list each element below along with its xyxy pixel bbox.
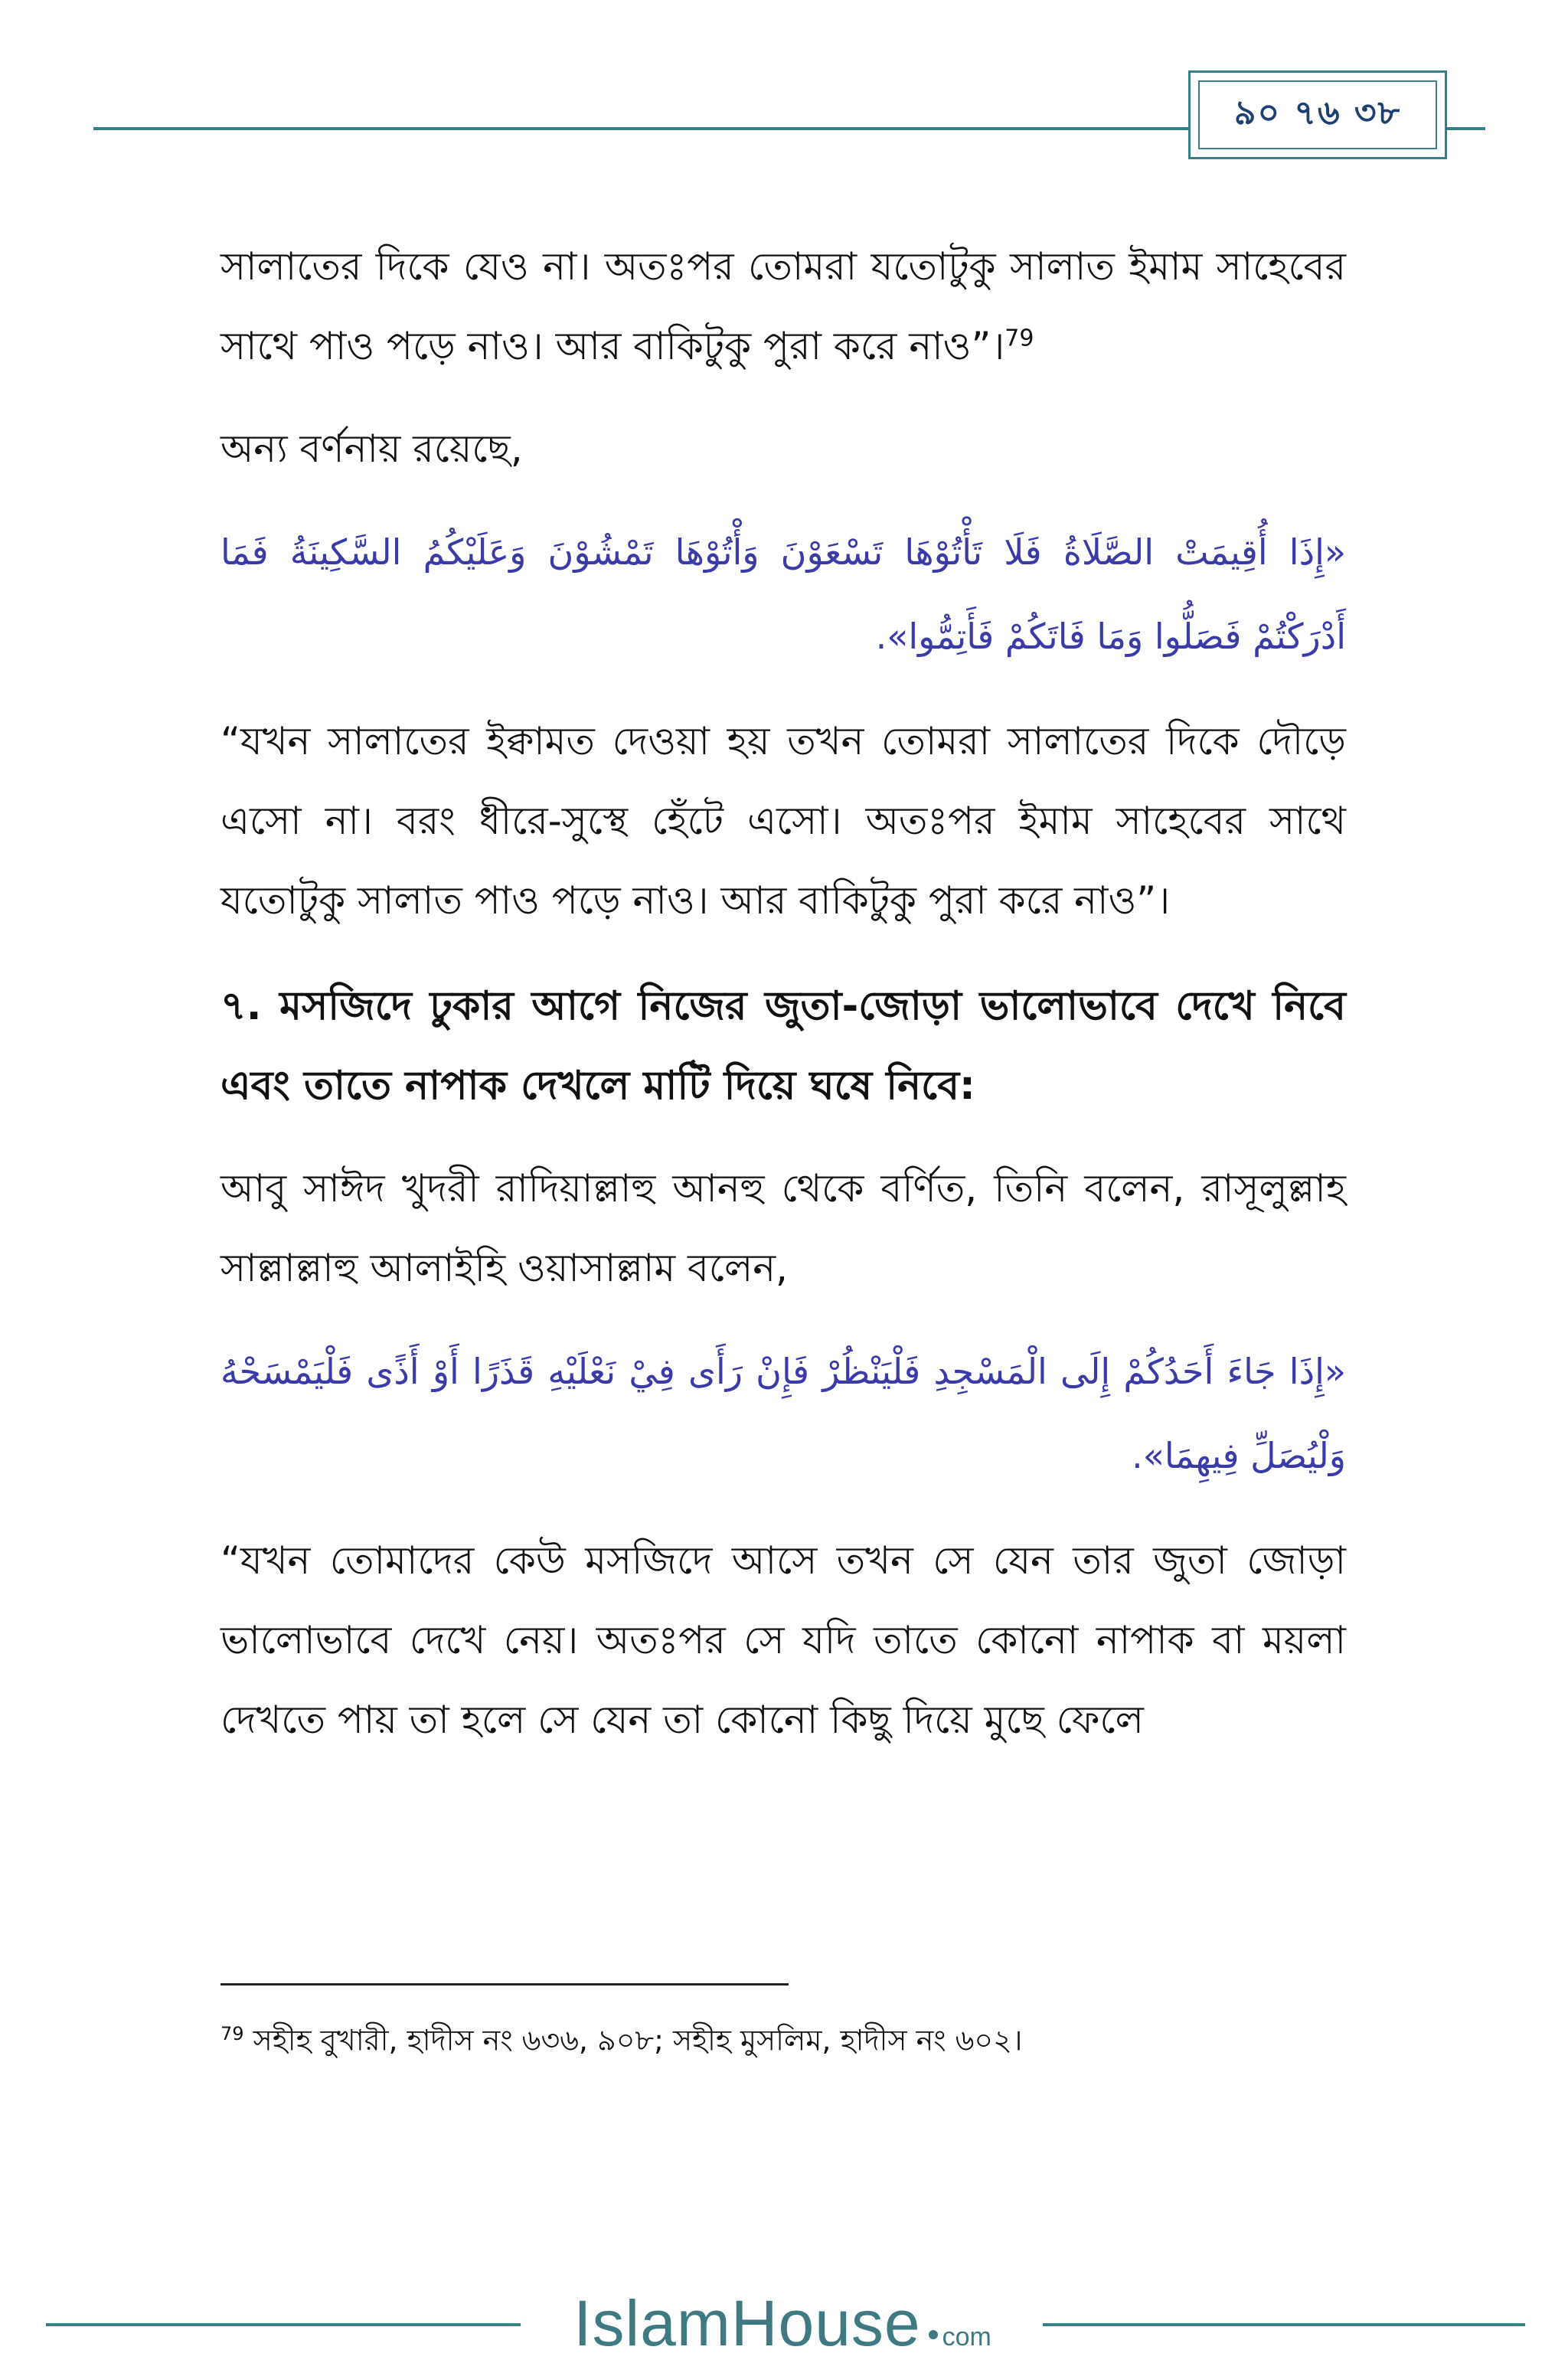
footnote-text: সহীহ বুখারী, হাদীস নং ৬৩৬, ৯০৮; সহীহ মুসলিম, হাদীস নং ৬০২। [243,2023,1023,2057]
arabic-hadith-2: «إِذَا جَاءَ أَحَدُكُمْ إِلَى الْمَسْجِدِ فَلْيَنْظُرْ فَإِنْ رَأَى فِيْ نَعْلَيْهِ قَذَرًا أَوْ أَذًى فَلْيَمْسَحْهُ وَلْيُصَلِّ فِيهِمَا». [220,1351,1346,1476]
brand-domain-suffix: com [942,2322,991,2352]
footnote [220,2011,1346,2064]
brand-dot-icon [929,2330,938,2339]
paragraph-continuation-text: সালাতের দিকে যেও না। অতঃপর তোমরা যতোটুকু সালাত ইমাম সাহেবের সাথে পাও পড়ে নাও। আর বাকিটুকু পুরা করে নাও”। [220,244,1346,368]
page-body [220,227,1346,1760]
arabic-hadith-1: «إِذَا أُقِيمَتْ الصَّلَاةُ فَلَا تَأْتُوْهَا تَسْعَوْنَ وَأْتُوْهَا تَمْشُوْنَ وَعَلَيْكُمُ السَّكِينَةُ فَمَا أَدْرَكْتُمْ فَصَلُّوا وَمَا فَاتَكُمْ فَأَتِمُّوا». [220,531,1346,657]
section-heading: ৭. মসজিদে ঢুকার আগে নিজের জুতা-জোড়া ভালোভাবে দেখে নিবে এবং তাতে নাপাক দেখলে মাটি দিয়ে ঘষে নিবে: [220,983,1346,1109]
paragraph-intro: অন্য বর্ণনায় রয়েছে, [220,427,523,471]
footnote-rule [220,1983,789,1986]
footnote-number: 79 [220,2023,244,2044]
footer-line-right [1043,2323,1525,2326]
paragraph-narration: আবু সাঈদ খুদরী রাদিয়াল্লাহু আনহু থেকে বর্ণিত, তিনি বলেন, রাসূলুল্লাহ সাল্লাল্লাহু আলাইহি ওয়াসাল্লাম বলেন, [220,1166,1346,1290]
footer-line-left [46,2323,521,2326]
page-number-frame [1198,80,1437,149]
footnote-reference[interactable]: 79 [1004,325,1034,352]
islamhouse-logo[interactable] [545,2286,1020,2363]
page-number-box [1188,70,1447,159]
brand-name: IslamHouse [573,2287,921,2359]
paragraph-translation-2: “যখন তোমাদের কেউ মসজিদে আসে তখন সে যেন তার জুতা জোড়া ভালোভাবে দেখে নেয়। অতঃপর সে যদি তাতে কোনো নাপাক বা ময়লা দেখতে পায় তা হলে সে যেন তা কোনো কিছু দিয়ে মুছে ফেলে [220,1538,1346,1742]
paragraph-translation-1: “যখন সালাতের ইক্বামত দেওয়া হয় তখন তোমরা সালাতের দিকে দৌড়ে এসো না। বরং ধীরে-সুস্থে হেঁটে এসো। অতঃপর ইমাম সাহেবের সাথে যতোটুকু সালাত পাও পড়ে নাও। আর বাকিটুকু পুরা করে নাও”। [220,719,1346,923]
page-number: ৯০ ৭৬ ৩৮ [1233,93,1402,132]
paragraph-continuation [220,227,1346,386]
